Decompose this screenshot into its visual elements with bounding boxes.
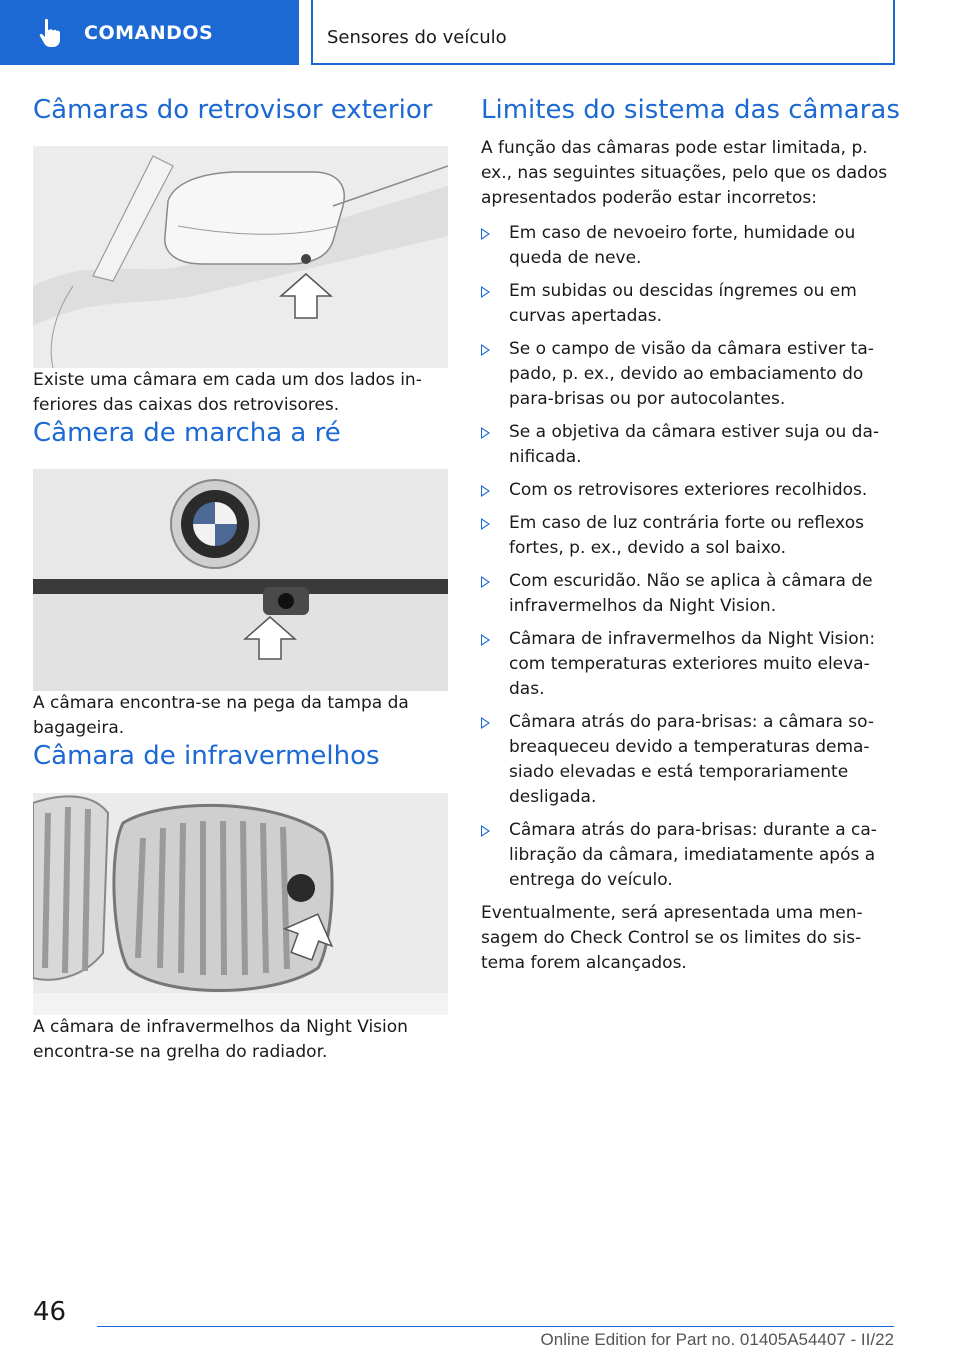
chapter-tab — [0, 0, 299, 65]
system-limits-intro: A função das câmaras pode estar limitada, p. ex., nas seguintes situações, pelo que os dados apresentados poderão estar incorretos: — [481, 138, 888, 209]
mirror-illustration — [33, 146, 448, 368]
list-item: Com os retrovisores exteriores recolhidos. — [481, 478, 901, 503]
infrared-camera-figure — [33, 793, 448, 1015]
system-limits-list — [481, 221, 901, 893]
rear-camera-heading: Câmera de marcha a ré — [33, 418, 341, 449]
bullet-triangle-icon — [481, 485, 490, 497]
list-item: Em caso de nevoeiro forte, humidade ou queda de neve. — [481, 221, 901, 271]
bullet-triangle-icon — [481, 634, 490, 646]
infrared-camera-heading: Câmara de infravermelhos — [33, 741, 380, 772]
list-item: Em subidas ou descidas íngremes ou em curvas apertadas. — [481, 279, 901, 329]
system-limits-heading: Limites do sistema das câmaras — [481, 95, 900, 125]
system-limits-outro: Eventualmente, será apresentada uma men-sagem do Check Control se os limites do sis-tema forem alcançados. — [481, 903, 863, 974]
list-item: Câmara de infravermelhos da Night Vision: com temperaturas exteriores muito eleva-das. — [481, 627, 901, 702]
list-item: Em caso de luz contrária forte ou reflexos fortes, p. ex., devido a sol baixo. — [481, 511, 901, 561]
list-item: Câmara atrás do para-brisas: durante a ca-libração da câmara, imediatamente após a entrega do veículo. — [481, 818, 901, 893]
infrared-camera-caption: A câmara de infravermelhos da Night Vision encontra-se na grelha do radiador. — [33, 1016, 408, 1062]
rear-camera-caption: A câmara encontra-se na pega da tampa da bagageira. — [33, 693, 409, 739]
left-column — [33, 95, 448, 1065]
bullet-triangle-icon — [481, 344, 490, 356]
rear-camera-figure — [33, 469, 448, 691]
footer-divider — [97, 1326, 894, 1327]
mirror-camera-figure — [33, 146, 448, 368]
footer-edition: Online Edition for Part no. 01405A54407 - II/22 — [540, 1330, 894, 1349]
bullet-triangle-icon — [481, 518, 490, 530]
page-number: 46 — [33, 1297, 67, 1327]
right-column — [481, 95, 901, 976]
bullet-triangle-icon — [481, 825, 490, 837]
bullet-triangle-icon — [481, 427, 490, 439]
grille-illustration — [33, 793, 448, 1015]
bullet-triangle-icon — [481, 717, 490, 729]
hand-pointer-icon — [36, 18, 64, 48]
list-item: Câmara atrás do para-brisas: a câmara so-breaqueceu devido a temperaturas dema-siado elevadas e está temporariamente desligada. — [481, 710, 901, 810]
bullet-triangle-icon — [481, 228, 490, 240]
mirror-camera-heading: Câmaras do retrovisor exterior — [33, 95, 433, 125]
mirror-camera-caption: Existe uma câmara em cada um dos lados in-feriores das caixas dos retrovisores. — [33, 370, 422, 416]
bullet-triangle-icon — [481, 286, 490, 298]
bullet-triangle-icon — [481, 576, 490, 588]
list-item: Com escuridão. Não se aplica à câmara de infravermelhos da Night Vision. — [481, 569, 901, 619]
section-title: Sensores do veículo — [327, 27, 507, 48]
trunk-illustration — [33, 469, 448, 691]
section-header — [311, 0, 895, 65]
chapter-label: COMANDOS — [84, 21, 214, 44]
list-item: Se a objetiva da câmara estiver suja ou da-nificada. — [481, 420, 901, 470]
list-item: Se o campo de visão da câmara estiver ta-pado, p. ex., devido ao embaciamento do para-brisas ou por autocolantes. — [481, 337, 901, 412]
